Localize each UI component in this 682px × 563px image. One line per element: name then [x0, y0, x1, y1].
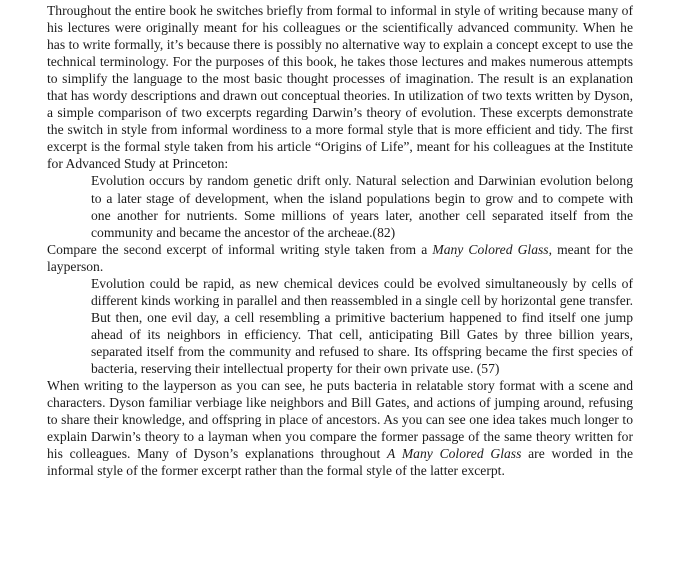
- transition-text-before: Compare the second excerpt of informal writing style taken from a: [47, 241, 433, 257]
- conclusion-text-after: are worded in the informal style of the former excerpt rather than the formal style of the latter excerpt.: [47, 446, 634, 479]
- body-paragraph-intro: Throughout the entire book he switches briefly from formal to informal in style of writing because many of his lectures were originally meant for his colleagues or the scientifically advanced community. When he has to write formally, it’s because there is possibly no alternative way to explain a concept except to use the technical terminology. For the purposes of this book, he takes those lectures and makes numerous attempts to simplify the language to the most basic thought processes of imagination. The result is an explanation that has wordy descriptions and drawn out conceptual theories. In utilization of two texts written by Dyson, a simple comparison of two excerpts regarding Darwin’s theory of evolution. These excerpts demonstrate the switch in style from informal wordiness to a more formal style that is more efficient and tidy. The first excerpt is the formal style taken from his article “Origins of Life”, meant for his colleagues at the Institute for Advanced Study at Princeton:: [47, 3, 633, 172]
- transition-text-after: , meant for the layperson.: [47, 241, 633, 274]
- conclusion-text-before: When writing to the layperson as you can see, he puts bacteria in relatable story format with a scene and characters. Dyson familiar verbiage like neighbors and Bill Gates, and actions of jumping around, refusing to share their knowledge, and offspring in place of ancestors. As you can see one idea takes much longer to explain Darwin’s theory to a layman when you compare the former passage of the same theory written for his colleagues. Many of Dyson’s explanations throughout: [47, 378, 633, 462]
- book-title-italic: Many Colored Glass: [432, 241, 549, 257]
- body-paragraph-transition: [47, 241, 633, 275]
- body-paragraph-conclusion: [47, 377, 633, 479]
- block-quote-formal-excerpt: Evolution occurs by random genetic drift only. Natural selection and Darwinian evolution belong to a later stage of development, when the island populations begin to grow and to compete with one another for nutrients. Some millions of years later, another cell separated itself from the community and became the ancestor of the archeae.(82): [91, 173, 633, 240]
- book-title-italic-conclusion: A Many Colored Glass: [387, 446, 522, 462]
- block-quote-informal-excerpt: Evolution could be rapid, as new chemical devices could be evolved simultaneously by cells of different kinds working in parallel and then reassembled in a single cell by horizontal gene transfer. But then, one evil day, a cell resembling a primitive bacterium happened to find itself one jump ahead of its neighbors in efficiency. That cell, anticipating Bill Gates by three billion years, separated itself from the community and refused to share. Its offspring became the first species of bacteria, reserving their intellectual property for their own private use. (57): [91, 275, 633, 376]
- document-page: [47, 2, 633, 479]
